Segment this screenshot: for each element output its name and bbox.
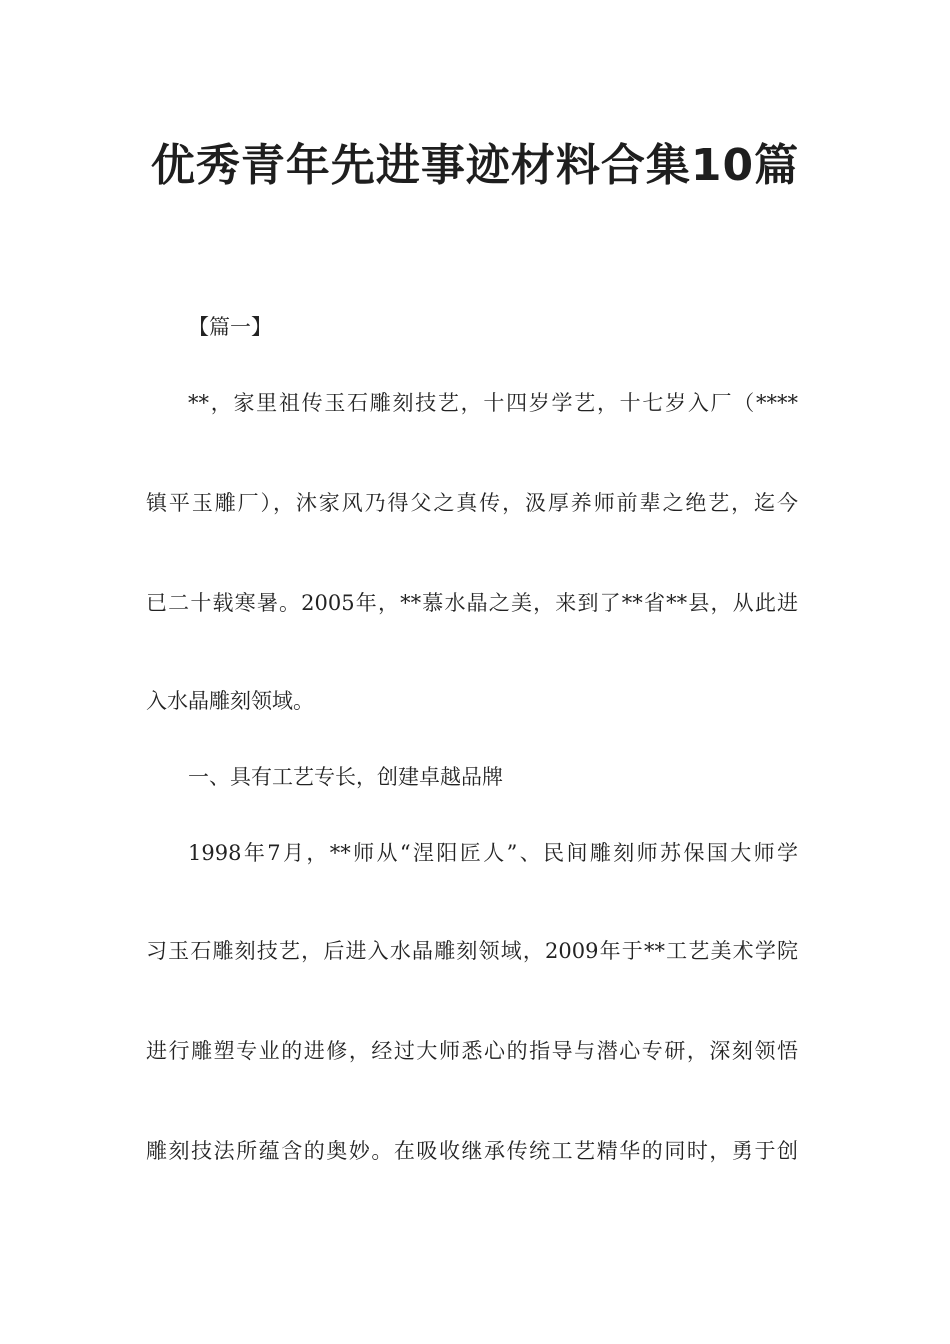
paragraph-line: 习玉石雕刻技艺，后进入水晶雕刻领域，2009年于**工艺美术学院 <box>146 939 798 963</box>
paragraph-line: 进行雕塑专业的进修，经过大师悉心的指导与潜心专研，深刻领悟 <box>146 1039 798 1063</box>
section-label: 【篇一】 <box>188 315 272 339</box>
paragraph-line: **，家里祖传玉石雕刻技艺，十四岁学艺，十七岁入厂（**** <box>188 391 798 415</box>
section-heading: 一、具有工艺专长，创建卓越品牌 <box>188 765 503 789</box>
paragraph-line: 入水晶雕刻领域。 <box>146 689 314 713</box>
paragraph-line: 雕刻技法所蕴含的奥妙。在吸收继承传统工艺精华的同时，勇于创 <box>146 1139 798 1163</box>
paragraph-line: 已二十载寒暑。2005年，**慕水晶之美，来到了**省**县，从此进 <box>146 591 798 615</box>
document-title: 优秀青年先进事迹材料合集10篇 <box>150 140 800 191</box>
paragraph-line: 1998年7月，**师从“涅阳匠人”、民间雕刻师苏保国大师学 <box>188 841 798 865</box>
paragraph-line: 镇平玉雕厂），沐家风乃得父之真传，汲厚养师前辈之绝艺，迄今 <box>146 491 798 515</box>
